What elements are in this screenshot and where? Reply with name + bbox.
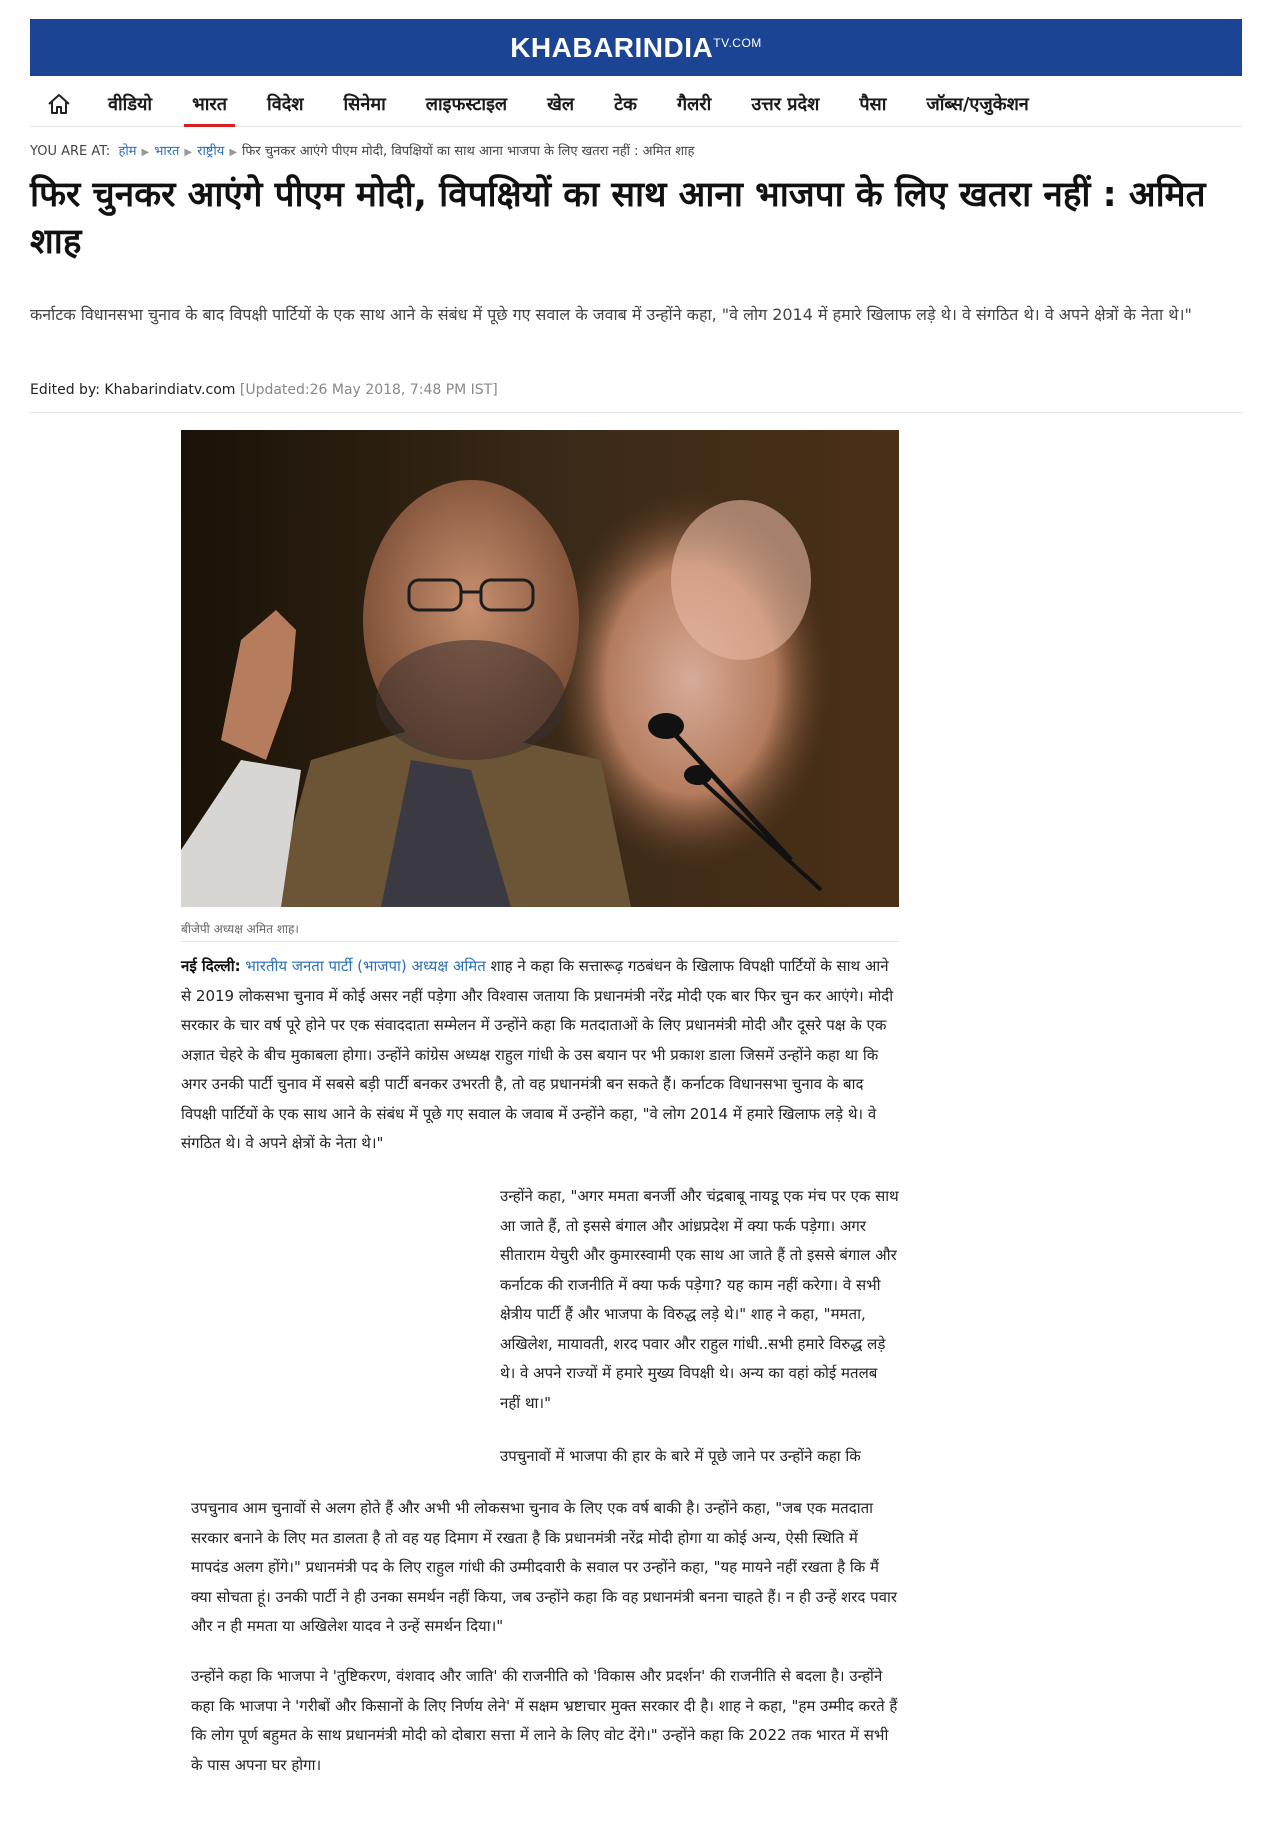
nav-item-paisa[interactable]: पैसा: [859, 94, 887, 115]
home-icon: [47, 93, 71, 115]
divider: [181, 941, 899, 942]
breadcrumb-bharat[interactable]: भारत: [154, 144, 180, 159]
breadcrumb-rashtriya[interactable]: राष्ट्रीय: [197, 144, 225, 159]
nav-item-gallery[interactable]: गैलरी: [676, 94, 712, 115]
paragraph-text: शाह ने कहा कि सत्तारूढ़ गठबंधन के खिलाफ विपक्षी पार्टियों के साथ आने से 2019 लोकसभा चुनाव में कोई असर नहीं पड़ेगा और विश्वास जताया कि प्रधानमंत्री नरेंद्र मोदी एक बार फिर चुन कर आएंगे। मोदी सरकार के चार वर्ष पूरे होने पर एक संवाददाता सम्मेलन में उन्होंने कहा कि मतदाताओं के लिए प्रधानमंत्री मोदी और दूसरे पक्ष के एक अज्ञात चेहरे के बीच मुकाबला होगा। उन्होंने कांग्रेस अध्यक्ष राहुल गांधी के उस बयान पर भी प्रकाश डाला जिसमें उन्होंने कहा था कि अगर उनकी पार्टी चुनाव में सबसे बड़ी पार्टी बनकर उभरती है, तो वह प्रधानमंत्री बन सकते हैं। कर्नाटक विधानसभा चुनाव के बाद विपक्षी पार्टियों के एक साथ आने के संबंध में पूछे गए सवाल के जवाब में उन्होंने कहा, "वे लोग 2014 में हमारे खिलाफ लड़े थे। वे संगठित थे। वे अपने क्षेत्रों के नेता थे।": [181, 957, 894, 1152]
nav-item-cinema[interactable]: सिनेमा: [343, 94, 386, 115]
article-image: [181, 430, 899, 907]
article-summary: कर्नाटक विधानसभा चुनाव के बाद विपक्षी पार्टियों के एक साथ आने के संबंध में पूछे गए सवाल के जवाब में उन्होंने कहा, "वे लोग 2014 में हमारे खिलाफ लड़े थे। वे संगठित थे। वे अपने क्षेत्रों के नेता थे।": [30, 305, 1192, 324]
dateline: नई दिल्ली:: [181, 957, 241, 975]
edited-by: Edited by: Khabarindiatv.com: [30, 382, 236, 398]
breadcrumb-separator-icon: ▶: [141, 147, 150, 158]
bjp-link[interactable]: भारतीय जनता पार्टी (भाजपा) अध्यक्ष अमित: [245, 957, 486, 975]
nav-item-tech[interactable]: टेक: [614, 94, 637, 115]
site-logo[interactable]: [510, 32, 762, 64]
breadcrumb: [30, 141, 694, 159]
divider: [30, 412, 1242, 413]
nav-home[interactable]: [30, 82, 88, 126]
article-byline: [30, 382, 498, 398]
main-nav: [30, 82, 1242, 127]
image-caption: बीजेपी अध्यक्ष अमित शाह।: [181, 922, 299, 936]
nav-item-lifestyle[interactable]: लाइफस्टाइल: [425, 94, 508, 115]
article-paragraph-5: उन्होंने कहा कि भाजपा ने 'तुष्टिकरण, वंशवाद और जाति' की राजनीति को 'विकास और प्रदर्शन' की राजनीति से बदला है। उन्होंने कहा कि भाजपा ने 'गरीबों और किसानों के लिए निर्णय लेने' में सक्षम भ्रष्टाचार मुक्त सरकार दी है। शाह ने कहा, "हम उम्मीद करते हैं कि लोग पूर्ण बहुमत के साथ प्रधानमंत्री मोदी को दोबारा सत्ता में लाने के लिए वोट देंगे।" उन्होंने कहा कि 2022 तक भारत में सभी के पास अपना घर होगा।: [191, 1667, 898, 1774]
article-paragraph-3: उपचुनावों में भाजपा की हार के बारे में पूछे जाने पर उन्होंने कहा कि: [500, 1447, 861, 1465]
logo-text: KHABARINDIA: [510, 31, 714, 63]
nav-item-jobs-education[interactable]: जॉब्स/एजुकेशन: [926, 94, 1029, 115]
article-paragraph-1: [181, 952, 899, 1159]
nav-item-khel[interactable]: खेल: [547, 94, 575, 115]
breadcrumb-separator-icon: ▶: [184, 147, 193, 158]
breadcrumb-current: फिर चुनकर आएंगे पीएम मोदी, विपक्षियों का साथ आना भाजपा के लिए खतरा नहीं : अमित शाह: [242, 144, 695, 159]
breadcrumb-prefix: YOU ARE AT:: [30, 144, 111, 159]
nav-item-bharat[interactable]: भारत: [172, 82, 247, 126]
nav-item-videsh[interactable]: विदेश: [267, 94, 304, 115]
breadcrumb-separator-icon: ▶: [229, 147, 238, 158]
article-paragraph-4: उपचुनाव आम चुनावों से अलग होते हैं और अभी भी लोकसभा चुनाव के लिए एक वर्ष बाकी है। उन्होंने कहा, "जब एक मतदाता सरकार बनाने के लिए मत डालता है तो वह यह दिमाग में रखता है कि प्रधानमंत्री नरेंद्र मोदी होगा या कोई अन्य, ऐसी स्थिति में मापदंड अलग होंगे।" प्रधानमंत्री पद के लिए राहुल गांधी की उम्मीदवारी के सवाल पर उन्होंने कहा, "यह मायने नहीं रखता है कि मैं क्या सोचता हूं। उनकी पार्टी ने ही उनका समर्थन नहीं किया, जब उन्होंने कहा कि वह प्रधानमंत्री बनना चाहते हैं। न ही उन्हें शरद पवार और न ही ममता या अखिलेश यादव ने उन्हें समर्थन दिया।": [191, 1499, 898, 1635]
updated-time: [Updated:26 May 2018, 7:48 PM IST]: [239, 382, 498, 398]
article-paragraph-2: उन्होंने कहा, "अगर ममता बनर्जी और चंद्रबाबू नायडू एक मंच पर एक साथ आ जाते हैं, तो इससे बंगाल और आंध्रप्रदेश में क्या फर्क पड़ेगा। अगर सीताराम येचुरी और कुमारस्वामी एक साथ आ जाते हैं तो इससे बंगाल और कर्नाटक की राजनीति में क्या फर्क पड़ेगा? यह काम नहीं करेगा। वे सभी क्षेत्रीय पार्टी हैं और भाजपा के विरुद्ध लड़े थे।" शाह ने कहा, "ममता, अखिलेश, मायावती, शरद पवार और राहुल गांधी..सभी हमारे विरुद्ध लड़े थे। वे अपने राज्यों में हमारे मुख्य विपक्षी थे। अन्य का वहां कोई मतलब नहीं था।": [500, 1187, 899, 1412]
nav-item-uttar-pradesh[interactable]: उत्तर प्रदेश: [751, 94, 820, 115]
site-header: [30, 19, 1242, 76]
amit-shah-photo: [181, 430, 899, 907]
article-title: फिर चुनकर आएंगे पीएम मोदी, विपक्षियों का साथ आना भाजपा के लिए खतरा नहीं : अमित शाह: [30, 175, 1206, 262]
breadcrumb-home[interactable]: होम: [118, 144, 137, 159]
logo-suffix: TV.COM: [713, 35, 762, 50]
nav-item-video[interactable]: वीडियो: [108, 94, 153, 115]
